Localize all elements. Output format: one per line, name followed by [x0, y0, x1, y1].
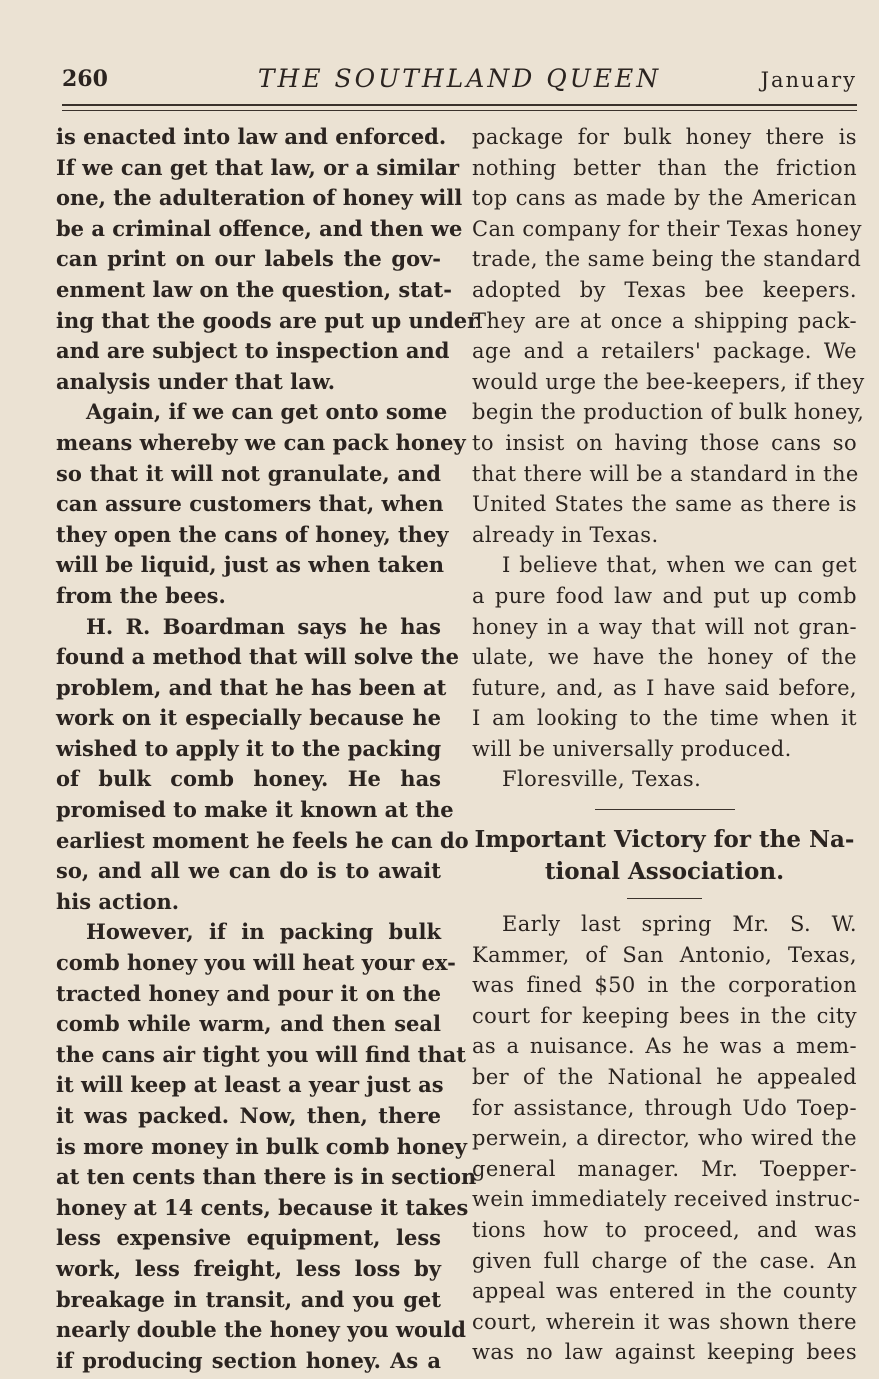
text-line: Can company for their Texas honey [472, 216, 862, 241]
text-line: his action. [56, 888, 180, 914]
running-header [62, 62, 857, 102]
text-line: Again, if we can get onto some [86, 399, 448, 425]
text-line: court for keeping bees in the city [472, 1003, 857, 1028]
text-line: honey in a way that will not gran- [472, 614, 857, 639]
text-line: it will keep at least a year just as [56, 1072, 444, 1098]
text-line: breakage in transit, and you get [56, 1286, 441, 1312]
running-title: THE SOUTHLAND QUEEN [257, 64, 662, 93]
left-column [56, 122, 479, 1376]
text-line: was fined $50 in the corporation [472, 973, 857, 998]
text-line: age and a retailers' package. We [472, 339, 857, 364]
text-line: promised to make it known at the [56, 797, 454, 823]
text-line: future, and, as I have said before, [472, 675, 857, 700]
text-line: at ten cents than there is in section [56, 1164, 477, 1190]
title-underline [627, 898, 702, 899]
text-line: wein immediately received instruc- [472, 1187, 861, 1212]
page-number: 260 [62, 66, 108, 92]
text-line: they open the cans of honey, they [56, 521, 449, 547]
article-title-line: tional Association. [544, 858, 785, 886]
text-line: ber of the National he appealed [472, 1065, 857, 1090]
text-line: top cans as made by the American [472, 186, 857, 211]
right-column-text-bottom [472, 909, 861, 1368]
text-line: that there will be a standard in the [472, 461, 859, 486]
text-line: of bulk comb honey. He has [56, 766, 441, 792]
text-line: it was packed. Now, then, there [56, 1103, 441, 1128]
right-column-text-top [472, 122, 865, 795]
text-line: was no law against keeping bees [472, 1340, 857, 1365]
text-line: given full charge of the case. An [472, 1248, 857, 1273]
text-line: ing that the goods are put up under [56, 307, 479, 333]
text-line: Early last spring Mr. S. W. [502, 912, 857, 937]
text-line: begin the production of bulk honey, [472, 400, 865, 425]
text-line: trade, the same being the standard [472, 247, 862, 272]
text-line: honey at 14 cents, because it takes [56, 1194, 469, 1220]
text-line: adopted by Texas bee keepers. [472, 277, 857, 302]
text-line: tions how to proceed, and was [472, 1218, 857, 1242]
text-line: for assistance, through Udo Toep- [472, 1095, 857, 1120]
text-line: comb honey you will heat your ex- [56, 950, 456, 976]
article-title-line: Important Victory for the Na- [474, 826, 855, 854]
text-line: from the bees. [56, 582, 226, 608]
text-line: can assure customers that, when [56, 491, 444, 517]
text-line: wished to apply it to the packing [56, 735, 442, 761]
text-line: I am looking to the time when it [472, 706, 857, 731]
text-line: to insist on having those cans so [472, 430, 857, 455]
right-column [472, 122, 865, 1368]
text-line: one, the adulteration of honey will [56, 185, 463, 211]
text-line: general manager. Mr. Toepper- [472, 1156, 857, 1181]
text-line: ulate, we have the honey of the [472, 645, 857, 670]
issue-month: January [760, 68, 857, 92]
text-line: as a nuisance. As he was a mem- [472, 1034, 857, 1059]
text-line: is more money in bulk comb honey [56, 1133, 467, 1159]
text-line: means whereby we can pack honey [56, 429, 466, 455]
text-line: will be universally produced. [472, 736, 792, 761]
text-line: nothing better than the friction [472, 155, 857, 180]
article-title [472, 824, 857, 888]
text-line: enment law on the question, stat- [56, 276, 452, 302]
text-line: nearly double the honey you would [56, 1317, 466, 1343]
text-line: found a method that will solve the [56, 644, 459, 670]
text-line: already in Texas. [472, 522, 659, 547]
text-line: and are subject to inspection and [56, 338, 450, 364]
text-line: the cans air tight you will find that [56, 1041, 466, 1067]
text-line: work on it especially because he [56, 705, 441, 731]
text-line: If we can get that law, or a similar [56, 154, 460, 180]
text-line: perwein, a director, who wired the [472, 1126, 857, 1151]
text-line: They are at once a shipping pack- [472, 308, 857, 333]
text-line: is enacted into law and enforced. [56, 124, 447, 149]
text-line: I believe that, when we can get [502, 553, 857, 578]
text-line: work, less freight, less loss by [56, 1255, 441, 1281]
text-line: so that it will not granulate, and [56, 460, 441, 486]
text-line: package for bulk honey there is [472, 125, 857, 149]
text-line: appeal was entered in the county [472, 1279, 857, 1304]
text-line: would urge the bee-keepers, if they [472, 369, 865, 394]
text-line: will be liquid, just as when taken [56, 552, 445, 578]
text-line: comb while warm, and then seal [56, 1011, 441, 1037]
text-line: a pure food law and put up comb [472, 583, 857, 608]
text-line: court, wherein it was shown there [472, 1309, 857, 1334]
text-line: can print on our labels the gov- [56, 246, 441, 272]
text-line: H. R. Boardman says he has [86, 613, 441, 639]
text-line: analysis under that law. [56, 368, 335, 394]
text-line: tracted honey and pour it on the [56, 980, 441, 1006]
header-rule [62, 104, 857, 111]
text-line: less expensive equipment, less [56, 1225, 441, 1251]
text-line: However, if in packing bulk [86, 919, 441, 945]
section-divider [595, 809, 735, 810]
text-line: so, and all we can do is to await [56, 858, 441, 884]
text-line: Kammer, of San Antonio, Texas, [472, 942, 857, 967]
text-line: be a criminal offence, and then we [56, 215, 463, 241]
text-line: earliest moment he feels he can do [56, 827, 469, 853]
text-line: United States the same as there is [472, 492, 857, 517]
text-line: if producing section honey. As a [56, 1347, 441, 1373]
text-line: Floresville, Texas. [502, 767, 702, 792]
text-line: problem, and that he has been at [56, 674, 447, 700]
